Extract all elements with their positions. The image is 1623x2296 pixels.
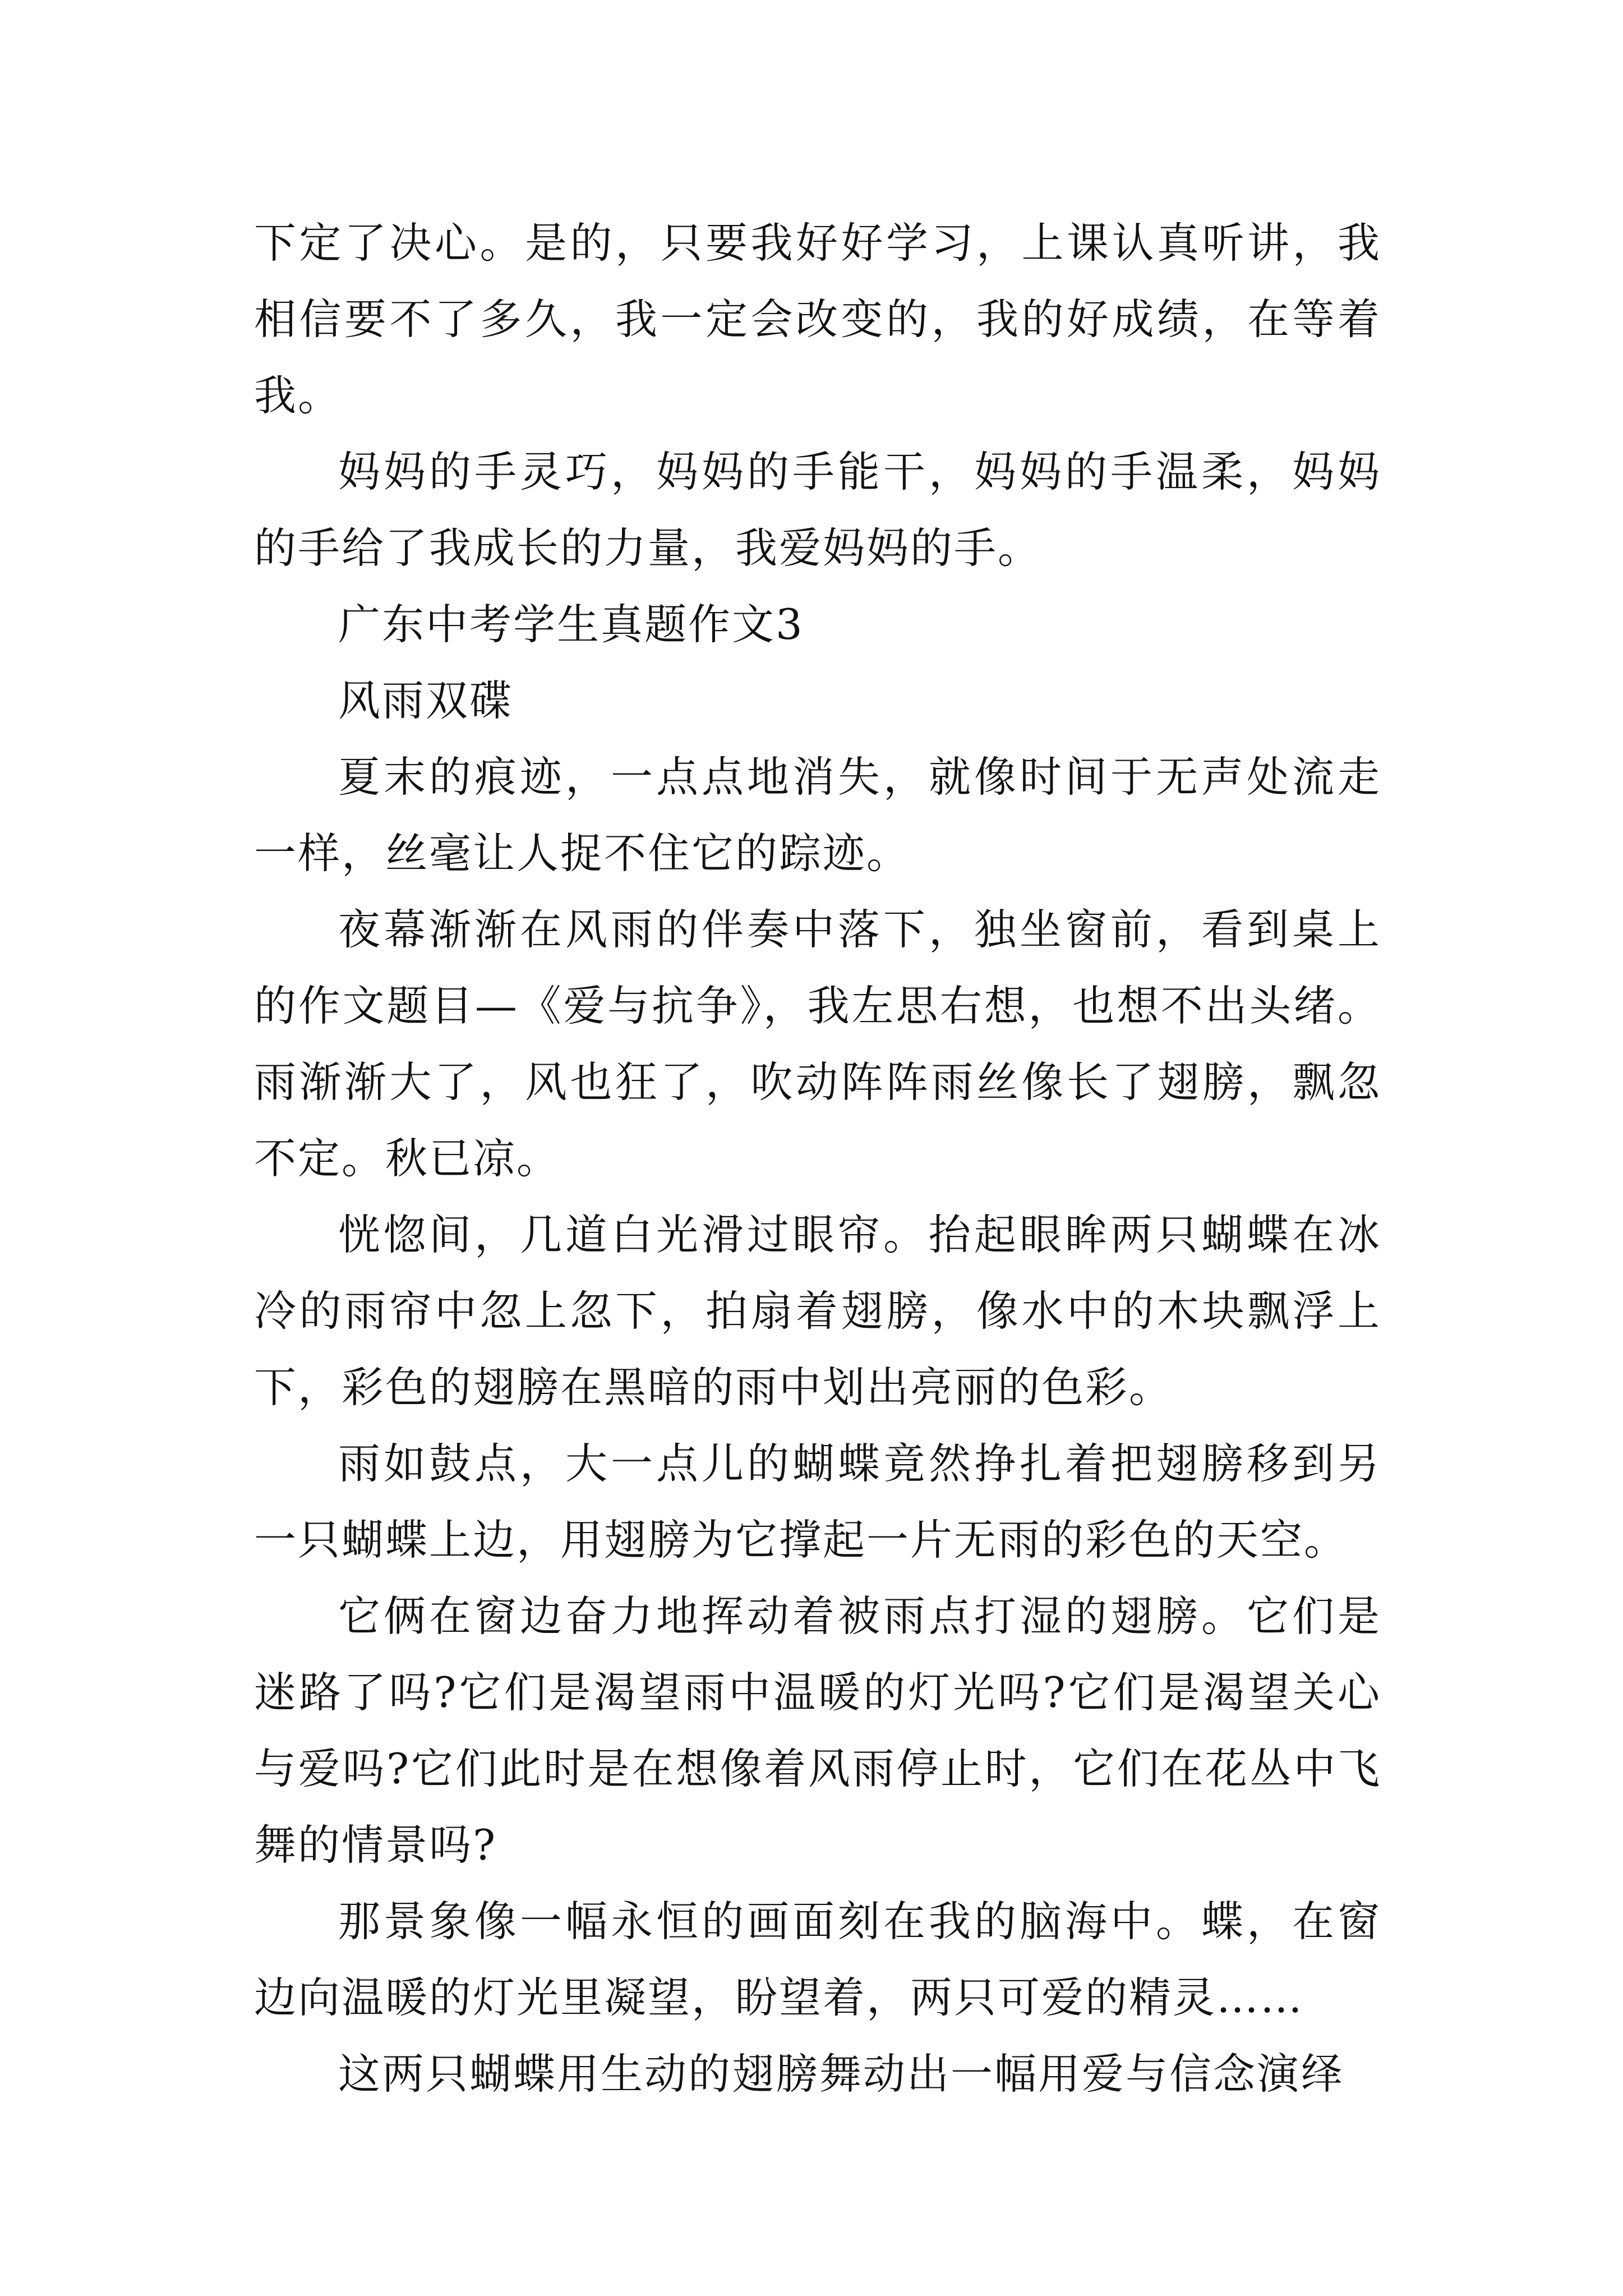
document-body <box>254 205 1381 2112</box>
paragraph: 恍惚间，几道白光滑过眼帘。抬起眼眸两只蝴蝶在冰冷的雨帘中忽上忽下，拍扇着翅膀，像水中的木块飘浮上下，彩色的翅膀在黑暗的雨中划出亮丽的色彩。 <box>254 1210 1381 1412</box>
paragraph: 妈妈的手灵巧，妈妈的手能干，妈妈的手温柔，妈妈的手给了我成长的力量，我爱妈妈的手。 <box>254 447 1381 573</box>
paragraph: 它俩在窗边奋力地挥动着被雨点打湿的翅膀。它们是迷路了吗?它们是渴望雨中温暖的灯光吗?它们是渴望关心与爱吗?它们此时是在想像着风雨停止时，它们在花丛中飞舞的情景吗? <box>254 1591 1381 1870</box>
paragraph: 夜幕渐渐在风雨的伴奏中落下，独坐窗前，看到桌上的作文题目—《爱与抗争》，我左思右想，也想不出头绪。雨渐渐大了，风也狂了，吹动阵阵雨丝像长了翅膀，飘忽不定。秋已凉。 <box>254 905 1381 1183</box>
paragraph: 那景象像一幅永恒的画面刻在我的脑海中。蝶，在窗边向温暖的灯光里凝望，盼望着，两只可爱的精灵…… <box>254 1897 1381 2022</box>
paragraph-continuation: 下定了决心。是的，只要我好好学习，上课认真听讲，我相信要不了多久，我一定会改变的，我的好成绩，在等着我。 <box>254 218 1381 420</box>
essay-heading: 广东中考学生真题作文3 <box>338 600 804 649</box>
essay-title: 风雨双碟 <box>338 676 514 725</box>
paragraph: 雨如鼓点，大一点儿的蝴蝶竟然挣扎着把翅膀移到另一只蝴蝶上边，用翅膀为它撑起一片无雨的彩色的天空。 <box>254 1439 1381 1565</box>
paragraph: 这两只蝴蝶用生动的翅膀舞动出一幅用爱与信念演绎 <box>338 2049 1345 2099</box>
paragraph: 夏末的痕迹，一点点地消失，就像时间于无声处流走一样，丝毫让人捉不住它的踪迹。 <box>254 752 1381 878</box>
